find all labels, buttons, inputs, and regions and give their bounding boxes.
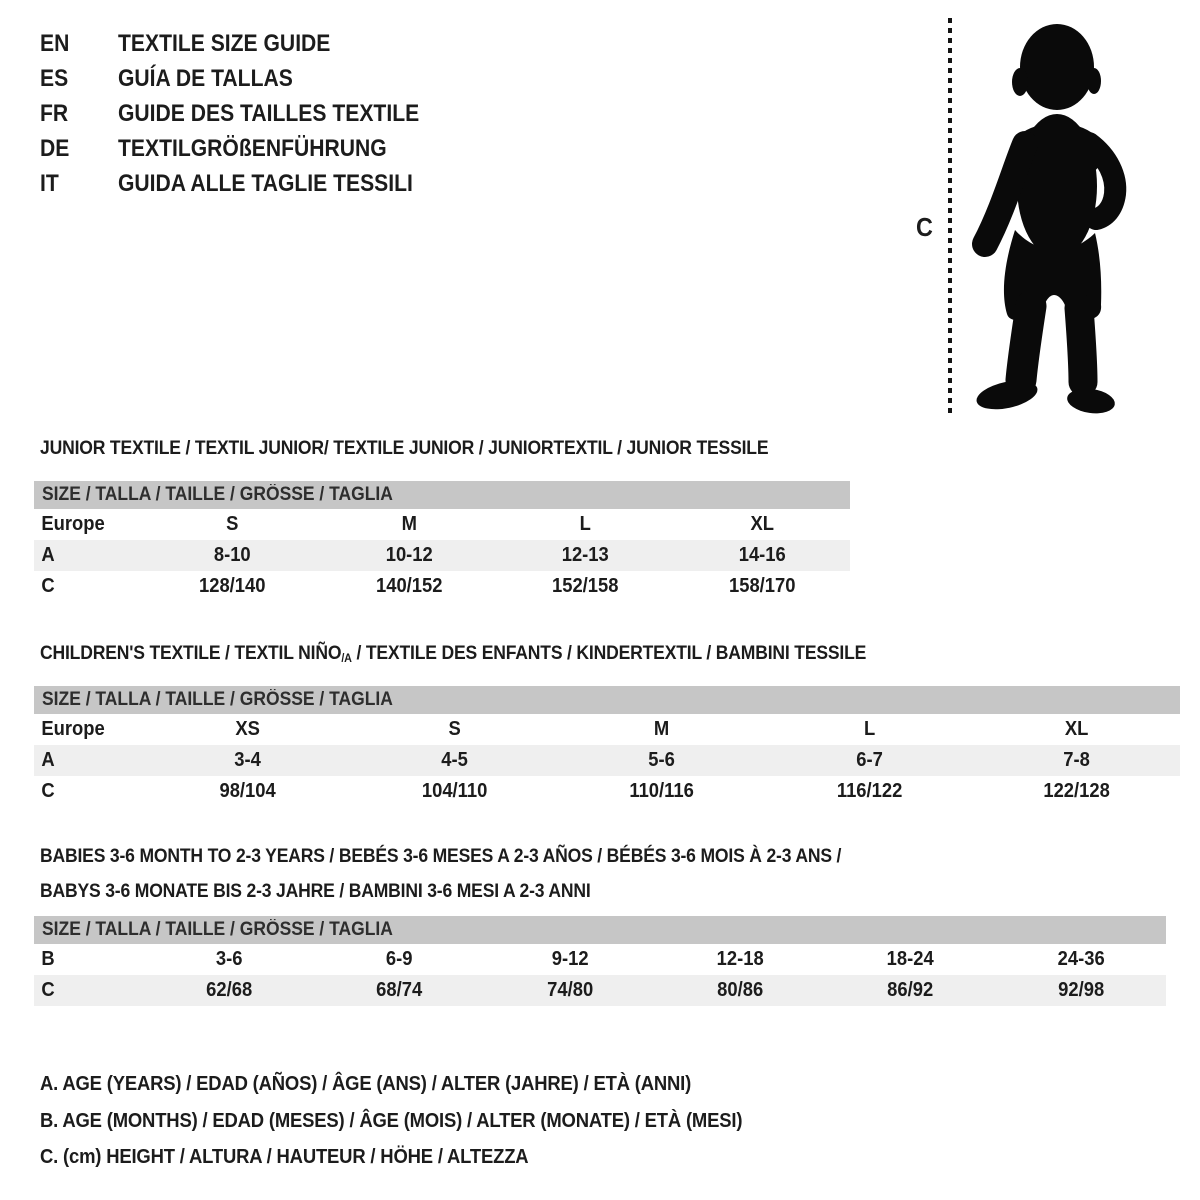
size-header-label: SIZE / TALLA / TAILLE / GRÖSSE / TAGLIA xyxy=(42,689,393,710)
size-cell: 122/128 xyxy=(1043,780,1110,802)
lang-code: EN xyxy=(40,29,70,57)
table-row xyxy=(34,776,1180,807)
size-cell: XL xyxy=(749,513,774,535)
size-cell: L xyxy=(579,513,591,535)
size-cell: 6-7 xyxy=(855,749,883,771)
footnote-age-months: B. AGE (MONTHS) / EDAD (MESES) / ÂGE (MOIS) / ALTER (MONATE) / ETÀ (MESI) xyxy=(40,1109,743,1132)
size-cell: 86/92 xyxy=(887,979,934,1001)
size-cell: S xyxy=(448,718,461,740)
row-label: Europe xyxy=(41,513,105,535)
lang-title: GUIDA ALLE TAGLIE TESSILI xyxy=(118,169,413,197)
size-cell: 9-12 xyxy=(551,948,589,970)
lang-title: TEXTILGRÖßENFÜHRUNG xyxy=(118,134,387,162)
size-table-header xyxy=(34,686,1180,714)
size-cell: 24-36 xyxy=(1057,948,1105,970)
lang-code: FR xyxy=(40,99,69,127)
size-cell: 92/98 xyxy=(1057,979,1104,1001)
size-cell: 3-4 xyxy=(234,749,261,771)
junior-section-title: JUNIOR TEXTILE / TEXTIL JUNIOR/ TEXTILE JUNIOR / JUNIORTEXTIL / JUNIOR TESSILE xyxy=(40,437,769,459)
children-title-post: / TEXTILE DES ENFANTS / KINDERTEXTIL / BAMBINI TESSILE xyxy=(351,642,867,664)
table-row xyxy=(34,975,1166,1006)
size-cell: XS xyxy=(235,718,260,740)
size-cell: 62/68 xyxy=(206,979,253,1001)
table-row xyxy=(34,714,1180,745)
lang-row-fr xyxy=(40,96,460,131)
language-title-list xyxy=(40,26,460,201)
height-measure-label: C xyxy=(916,212,933,242)
size-cell: 68/74 xyxy=(376,979,423,1001)
size-header-label: SIZE / TALLA / TAILLE / GRÖSSE / TAGLIA xyxy=(42,919,393,940)
size-cell: 7-8 xyxy=(1063,749,1090,771)
lang-row-es xyxy=(40,61,460,96)
size-cell: 104/110 xyxy=(422,780,488,802)
table-row xyxy=(34,944,1166,975)
size-cell: 116/122 xyxy=(836,780,902,802)
lang-title: GUÍA DE TALLAS xyxy=(118,64,293,92)
size-cell: M xyxy=(654,718,670,740)
children-size-table xyxy=(34,686,1180,807)
lang-code: ES xyxy=(40,64,69,92)
babies-section-title-line2: BABYS 3-6 MONATE BIS 2-3 JAHRE / BAMBINI 3-6 MESI A 2-3 ANNI xyxy=(40,880,591,902)
lang-row-it xyxy=(40,166,460,201)
lang-row-de xyxy=(40,131,460,166)
lang-title: GUIDE DES TAILLES TEXTILE xyxy=(118,99,420,127)
children-title-sub: /A xyxy=(341,651,352,665)
row-label: C xyxy=(41,575,55,597)
row-label: C xyxy=(41,979,55,1001)
row-label: Europe xyxy=(41,718,105,740)
size-cell: 12-13 xyxy=(561,544,609,566)
row-label: A xyxy=(41,544,55,566)
footnote-age-years: A. AGE (YEARS) / EDAD (AÑOS) / ÂGE (ANS) / ALTER (JAHRE) / ETÀ (ANNI) xyxy=(40,1072,692,1095)
size-cell: 5-6 xyxy=(648,749,676,771)
size-cell: 128/140 xyxy=(198,575,266,597)
row-label: B xyxy=(41,948,55,970)
size-cell: 74/80 xyxy=(546,979,593,1001)
table-row xyxy=(34,745,1180,776)
babies-section-title-line1: BABIES 3-6 MONTH TO 2-3 YEARS / BEBÉS 3-6 MESES A 2-3 AÑOS / BÉBÉS 3-6 MOIS À 2-3 ANS / xyxy=(40,845,842,867)
size-table-header xyxy=(34,481,850,509)
footnote-height-cm: C. (cm) HEIGHT / ALTURA / HAUTEUR / HÖHE / ALTEZZA xyxy=(40,1145,529,1168)
row-label: A xyxy=(41,749,55,771)
babies-size-table xyxy=(34,916,1166,1006)
table-row xyxy=(34,540,850,571)
size-cell: 12-18 xyxy=(716,948,764,970)
children-title-pre: CHILDREN'S TEXTILE / TEXTIL NIÑO xyxy=(40,642,342,664)
size-cell: 10-12 xyxy=(385,544,433,566)
lang-row-en xyxy=(40,26,460,61)
size-cell: 152/158 xyxy=(551,575,619,597)
size-cell: S xyxy=(226,513,239,535)
size-cell: 110/116 xyxy=(629,780,695,802)
size-cell: L xyxy=(863,718,875,740)
size-cell: 18-24 xyxy=(886,948,935,970)
size-cell: 3-6 xyxy=(215,948,243,970)
junior-size-table xyxy=(34,481,850,602)
table-row xyxy=(34,571,850,602)
size-header-label: SIZE / TALLA / TAILLE / GRÖSSE / TAGLIA xyxy=(42,484,393,505)
size-cell: 8-10 xyxy=(213,544,251,566)
height-measure-dashed-line xyxy=(948,18,952,418)
size-cell: 4-5 xyxy=(441,749,469,771)
size-cell: 140/152 xyxy=(375,575,442,597)
row-label: C xyxy=(41,780,55,802)
size-cell: 6-9 xyxy=(386,948,413,970)
size-cell: 98/104 xyxy=(219,780,276,802)
size-cell: 80/86 xyxy=(717,979,764,1001)
lang-code: IT xyxy=(40,169,59,197)
children-section-title xyxy=(40,642,866,665)
toddler-silhouette-image xyxy=(965,18,1137,418)
lang-title: TEXTILE SIZE GUIDE xyxy=(118,29,331,57)
size-table-header xyxy=(34,916,1166,944)
size-cell: 14-16 xyxy=(738,544,786,566)
lang-code: DE xyxy=(40,134,70,162)
size-cell: 158/170 xyxy=(728,575,795,597)
size-cell: XL xyxy=(1064,718,1089,740)
table-row xyxy=(34,509,850,540)
size-cell: M xyxy=(401,513,417,535)
